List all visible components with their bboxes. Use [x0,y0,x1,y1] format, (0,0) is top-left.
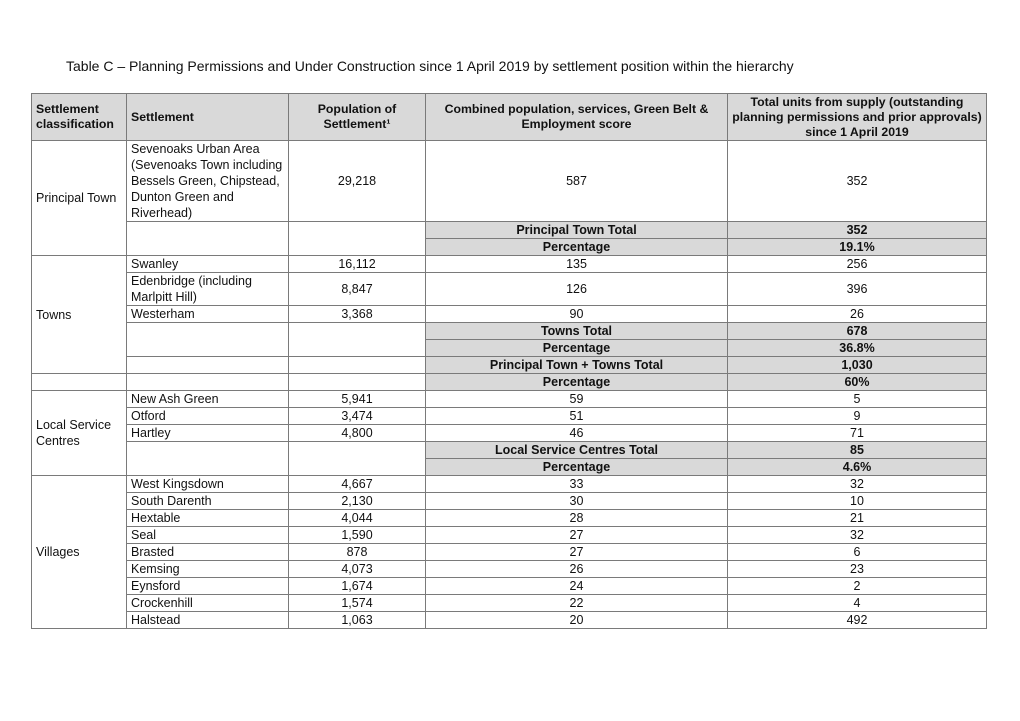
header-score: Combined population, services, Green Belt & Employment score [426,94,728,141]
units-cell: 10 [728,493,987,510]
score-cell: 46 [426,425,728,442]
subtotal-label: Towns Total [426,323,728,340]
table-row [32,408,987,425]
settlement-cell: Crockenhill [127,595,289,612]
settlement-cell: Hartley [127,425,289,442]
combined-total-value: 1,030 [728,357,987,374]
empty-cell [127,323,289,357]
empty-cell [289,323,426,357]
population-cell: 5,941 [289,391,426,408]
table-row [32,256,987,273]
population-cell: 2,130 [289,493,426,510]
table-row [32,306,987,323]
population-cell: 4,800 [289,425,426,442]
subtotal-row [32,222,987,239]
empty-cell [289,222,426,256]
units-cell: 256 [728,256,987,273]
score-cell: 59 [426,391,728,408]
subtotal-label: Principal Town Total [426,222,728,239]
empty-cell [127,222,289,256]
units-cell: 32 [728,527,987,544]
classification-local-service-centres: Local Service Centres [32,391,127,476]
combined-percentage-value: 60% [728,374,987,391]
units-cell: 9 [728,408,987,425]
settlement-cell: Hextable [127,510,289,527]
table-row [32,141,987,222]
percentage-value: 4.6% [728,459,987,476]
classification-towns: Towns [32,256,127,374]
percentage-value: 19.1% [728,239,987,256]
units-cell: 32 [728,476,987,493]
score-cell: 26 [426,561,728,578]
score-cell: 24 [426,578,728,595]
population-cell: 3,368 [289,306,426,323]
empty-cell [289,442,426,476]
settlement-table [31,93,987,629]
settlement-cell: Edenbridge (including Marlpitt Hill) [127,273,289,306]
units-cell: 2 [728,578,987,595]
score-cell: 22 [426,595,728,612]
empty-cell [32,374,127,391]
settlement-cell: Swanley [127,256,289,273]
table-header-row [32,94,987,141]
score-cell: 135 [426,256,728,273]
units-cell: 6 [728,544,987,561]
subtotal-row [32,442,987,459]
population-cell: 8,847 [289,273,426,306]
empty-cell [127,357,289,374]
units-cell: 21 [728,510,987,527]
settlement-cell: Brasted [127,544,289,561]
subtotal-value: 678 [728,323,987,340]
table-row [32,476,987,493]
settlement-cell: West Kingsdown [127,476,289,493]
table-row [32,425,987,442]
population-cell: 878 [289,544,426,561]
subtotal-label: Local Service Centres Total [426,442,728,459]
classification-villages: Villages [32,476,127,629]
settlement-cell: Sevenoaks Urban Area (Sevenoaks Town including Bessels Green, Chipstead, Dunton Green and Riverhead) [127,141,289,222]
table-row [32,527,987,544]
table-row [32,544,987,561]
table-row [32,612,987,629]
score-cell: 126 [426,273,728,306]
combined-percentage-row [32,374,987,391]
header-classification: Settlement classification [32,94,127,141]
score-cell: 33 [426,476,728,493]
score-cell: 30 [426,493,728,510]
units-cell: 71 [728,425,987,442]
percentage-label: Percentage [426,459,728,476]
header-population: Population of Settlement¹ [289,94,426,141]
table-caption: Table C – Planning Permissions and Under Construction since 1 April 2019 by settlement position within the hierarchy [66,58,794,74]
empty-cell [289,357,426,374]
table-row [32,561,987,578]
percentage-label: Percentage [426,239,728,256]
population-cell: 4,073 [289,561,426,578]
table-row [32,273,987,306]
settlement-cell: Otford [127,408,289,425]
population-cell: 1,574 [289,595,426,612]
units-cell: 352 [728,141,987,222]
score-cell: 28 [426,510,728,527]
population-cell: 4,667 [289,476,426,493]
empty-cell [289,374,426,391]
units-cell: 26 [728,306,987,323]
population-cell: 16,112 [289,256,426,273]
population-cell: 4,044 [289,510,426,527]
table-row [32,493,987,510]
population-cell: 1,674 [289,578,426,595]
combined-total-row [32,357,987,374]
settlement-cell: Eynsford [127,578,289,595]
table-row [32,510,987,527]
settlement-cell: Kemsing [127,561,289,578]
settlement-cell: Seal [127,527,289,544]
score-cell: 90 [426,306,728,323]
population-cell: 1,590 [289,527,426,544]
settlement-cell: Halstead [127,612,289,629]
units-cell: 5 [728,391,987,408]
table-row [32,595,987,612]
header-units: Total units from supply (outstanding planning permissions and prior approvals) since 1 April 2019 [728,94,987,141]
score-cell: 27 [426,527,728,544]
score-cell: 20 [426,612,728,629]
table-row [32,578,987,595]
population-cell: 1,063 [289,612,426,629]
settlement-cell: Westerham [127,306,289,323]
subtotal-value: 85 [728,442,987,459]
percentage-label: Percentage [426,340,728,357]
table-row [32,391,987,408]
units-cell: 4 [728,595,987,612]
subtotal-value: 352 [728,222,987,239]
subtotal-row [32,323,987,340]
combined-percentage-label: Percentage [426,374,728,391]
empty-cell [127,374,289,391]
percentage-value: 36.8% [728,340,987,357]
settlement-cell: New Ash Green [127,391,289,408]
classification-principal-town: Principal Town [32,141,127,256]
score-cell: 27 [426,544,728,561]
units-cell: 492 [728,612,987,629]
units-cell: 23 [728,561,987,578]
units-cell: 396 [728,273,987,306]
empty-cell [127,442,289,476]
header-settlement: Settlement [127,94,289,141]
combined-total-label: Principal Town + Towns Total [426,357,728,374]
population-cell: 29,218 [289,141,426,222]
population-cell: 3,474 [289,408,426,425]
settlement-cell: South Darenth [127,493,289,510]
score-cell: 51 [426,408,728,425]
score-cell: 587 [426,141,728,222]
